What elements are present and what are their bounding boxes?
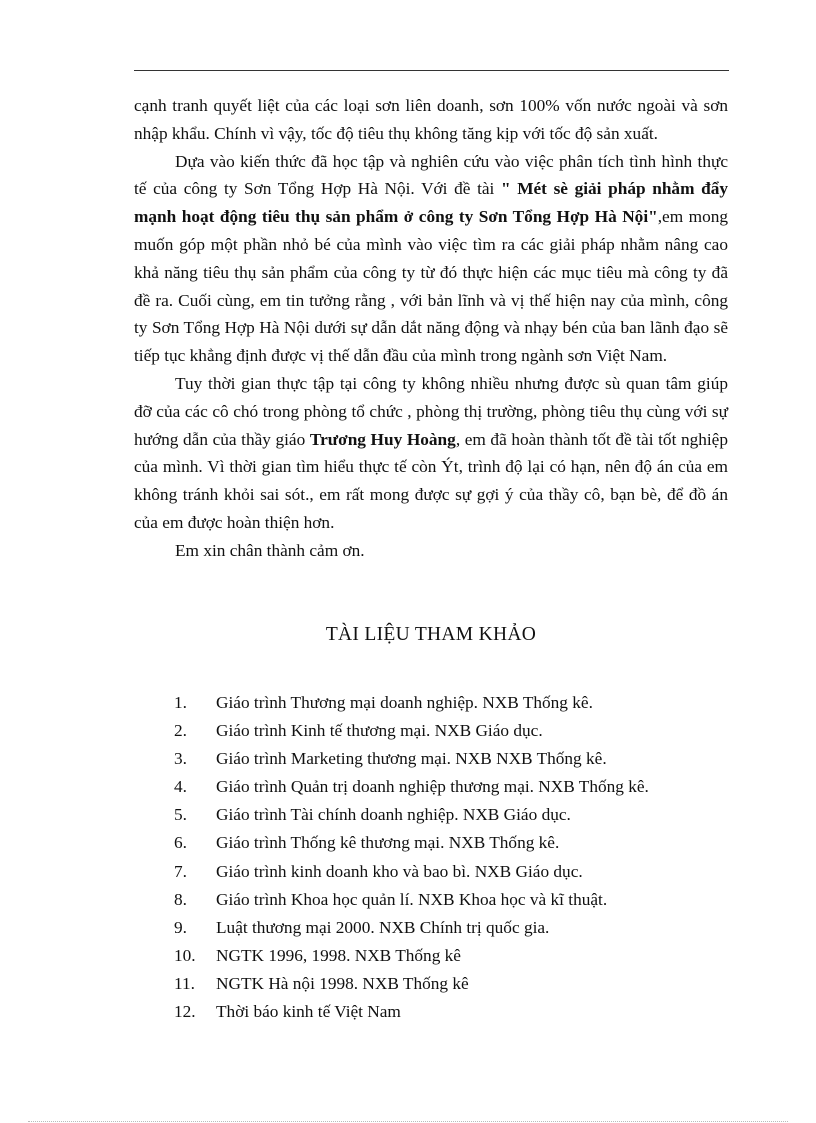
- reference-item: [174, 970, 649, 998]
- reference-item: [174, 829, 649, 857]
- supervisor-name: Trương Huy Hoàng: [309, 429, 456, 449]
- closing-thanks: Em xin chân thành cảm ơn.: [175, 540, 365, 560]
- reference-item: [174, 689, 649, 717]
- paragraph-2-intro: Dựa vào kiến thức đã học tập và nghiên cứu vào việc phân tích tình hình thực tế của công ty Sơn Tổng Hợp Hà Nội. Với đề tài: [134, 151, 728, 199]
- paragraph-3-intro: Tuy thời gian thực tập tại công ty không nhiều nhưng được sù quan tâm giúp đỡ của các cô chó trong phòng tổ chức , phòng thị trường, phòng tiêu thụ cùng với sự hướng dẫn của thầy giáo: [134, 373, 728, 449]
- reference-number: 9.: [174, 917, 187, 937]
- paragraph-3-rest: , em đã hoàn thành tốt đề tài tốt nghiệp của mình. Vì thời gian tìm hiểu thực tế còn Ýt, trình độ lại có hạn, nên độ án của em không tránh khỏi sai sót., em rất mong được sự gợi ý của thầy cô, bạn bè, để đồ án của em được hoàn thiện hơn.: [134, 429, 728, 532]
- reference-text: Giáo trình Marketing thương mại. NXB NXB Thống kê.: [216, 749, 607, 769]
- footer-rule: [28, 1121, 788, 1122]
- reference-text: Thời báo kinh tế Việt Nam: [216, 1002, 401, 1022]
- paragraph-1-text: cạnh tranh quyết liệt của các loại sơn liên doanh, sơn 100% vốn nước ngoài và sơn nhập khẩu. Chính vì vậy, tốc độ tiêu thụ không tăng kịp với tốc độ sản xuất.: [134, 96, 728, 143]
- reference-text: Giáo trình Tài chính doanh nghiệp. NXB Giáo dục.: [216, 805, 571, 825]
- reference-number: 7.: [174, 861, 187, 881]
- reference-item: [174, 914, 649, 942]
- reference-number: 10.: [174, 945, 196, 965]
- references-heading: TÀI LIỆU THAM KHẢO: [325, 624, 537, 645]
- reference-number: 5.: [174, 805, 187, 825]
- reference-number: 4.: [174, 777, 187, 797]
- reference-text: Giáo trình Quản trị doanh nghiệp thương mại. NXB Thống kê.: [216, 777, 649, 797]
- thesis-title: " Mét sè giải pháp nhằm đẩy mạnh hoạt động tiêu thụ sản phẩm ở công ty Sơn Tổng Hợp Hà Nội": [134, 179, 728, 227]
- reference-number: 12.: [174, 1002, 196, 1022]
- references-list: [174, 689, 649, 1026]
- reference-text: Giáo trình Thương mại doanh nghiệp. NXB Thống kê.: [216, 693, 593, 712]
- reference-text: NGTK Hà nội 1998. NXB Thống kê: [216, 973, 469, 993]
- paragraph-3: [134, 370, 728, 537]
- reference-text: Giáo trình Thống kê thương mại. NXB Thống kê.: [216, 833, 560, 853]
- reference-text: NGTK 1996, 1998. NXB Thống kê: [216, 945, 461, 965]
- reference-item: [174, 858, 649, 886]
- reference-item: [174, 998, 649, 1026]
- header-rule: [134, 70, 729, 71]
- reference-item: [174, 942, 649, 970]
- reference-item: [174, 745, 649, 773]
- reference-item: [174, 717, 649, 745]
- reference-text: Luật thương mại 2000. NXB Chính trị quốc gia.: [216, 917, 550, 937]
- reference-number: 6.: [174, 833, 187, 853]
- reference-number: 11.: [174, 973, 195, 993]
- paragraph-2: [134, 148, 728, 370]
- reference-text: Giáo trình Khoa học quản lí. NXB Khoa học và kĩ thuật.: [216, 889, 608, 909]
- paragraph-4: [134, 537, 728, 565]
- paragraph-1: [134, 92, 728, 148]
- reference-text: Giáo trình Kinh tế thương mại. NXB Giáo dục.: [216, 721, 543, 741]
- reference-number: 2.: [174, 721, 187, 741]
- reference-number: 1.: [174, 693, 187, 712]
- body-text: [134, 92, 728, 565]
- reference-item: [174, 886, 649, 914]
- reference-item: [174, 801, 649, 829]
- reference-item: [174, 773, 649, 801]
- paragraph-2-rest: ,em mong muốn góp một phần nhỏ bé của mình vào việc tìm ra các giải pháp nhằm nâng cao khả năng tiêu thụ sản phẩm của công ty từ đó thực hiện các mục tiêu mà công ty đã đề ra. Cuối cùng, em tin tưởng rằng , với bản lĩnh và vị thế hiện nay của mình, công ty Sơn Tổng Hợp Hà Nội dưới sự dẫn dắt năng động và nhạy bén của ban lãnh đạo sẽ tiếp tục khẳng định được vị thế dẫn đầu của mình trong ngành sơn Việt Nam.: [134, 207, 728, 366]
- reference-number: 3.: [174, 749, 187, 769]
- reference-text: Giáo trình kinh doanh kho và bao bì. NXB Giáo dục.: [216, 861, 583, 881]
- reference-number: 8.: [174, 889, 187, 909]
